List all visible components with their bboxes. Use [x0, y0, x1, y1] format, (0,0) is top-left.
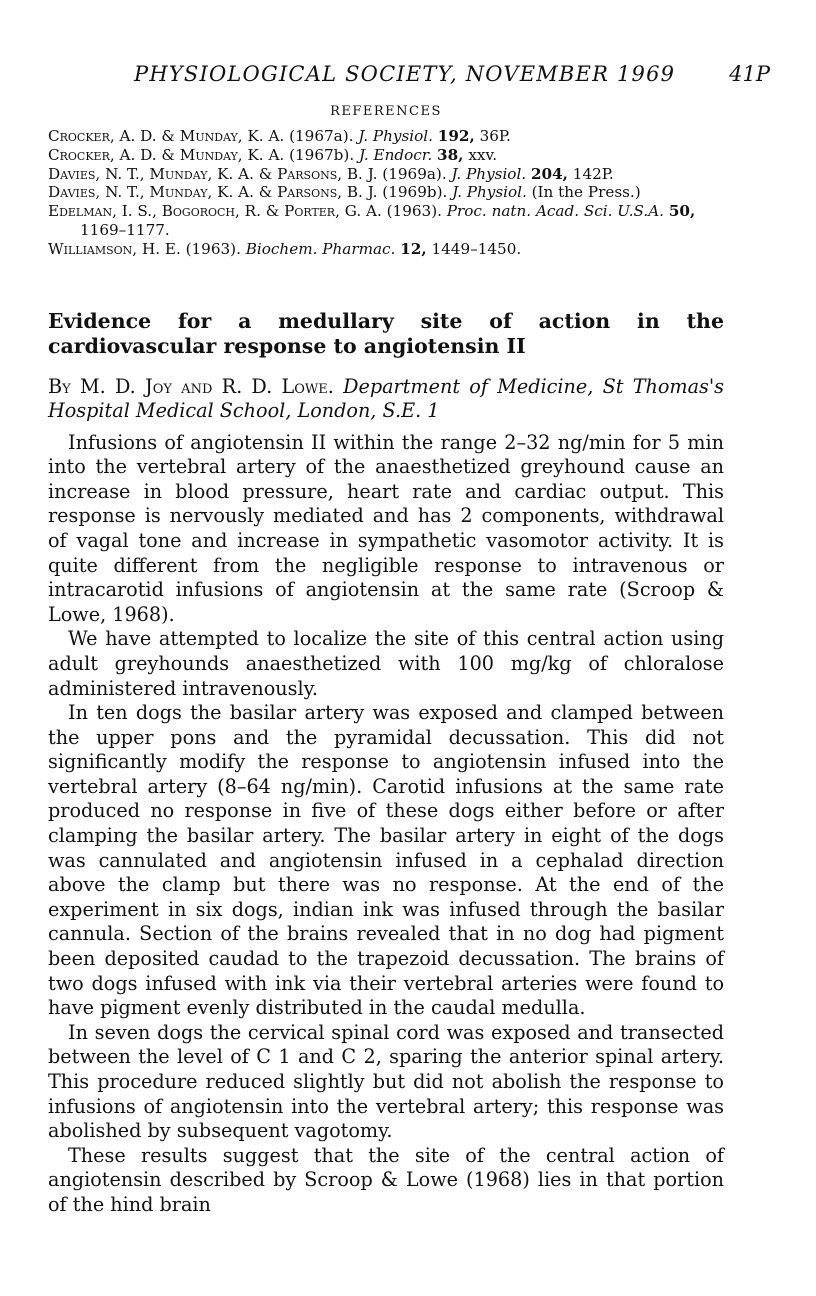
reference-item: Edelman, I. S., Bogoroch, R. & Porter, G. A. (1963). Proc. natn. Acad. Sci. U.S.A. 50, 1169–1177. [48, 202, 696, 239]
page-header [48, 62, 770, 98]
article-body [48, 431, 724, 1218]
affiliation: Department of Medicine, St Thomas's Hospital Medical School, London, S.E. 1 [48, 374, 724, 422]
references-heading: REFERENCES [330, 104, 442, 119]
journal-page [48, 62, 770, 1218]
by-label: By [48, 374, 71, 398]
page-number: 41P [729, 62, 770, 86]
paragraph: We have attempted to localize the site of this central action using adult greyhounds anaesthetized with 100 mg/kg of chloralose administered intravenously. [48, 627, 724, 700]
paragraph: In ten dogs the basilar artery was exposed and clamped between the upper pons and the pyramidal decussation. This did not significantly modify the response to angiotensin infused into the vertebral artery (8–64 ng/min). Carotid infusions at the same rate produced no response in five of these dogs either before or after clamping the basilar artery. The basilar artery in eight of the dogs was cannulated and angiotensin infused in a cephalad direction above the clamp but there was no response. At the end of the experiment in six dogs, indian ink was infused through the basilar cannula. Section of the brains revealed that in no dog had pigment been deposited caudad to the trapezoid decussation. The brains of two dogs infused with ink via their vertebral arteries were found to have pigment evenly distributed in the caudal medulla. [48, 701, 724, 1020]
reference-item: Williamson, H. E. (1963). Biochem. Pharmac. 12, 1449–1450. [48, 239, 522, 258]
paragraph: In seven dogs the cervical spinal cord was exposed and transected between the level of C 1 and C 2, sparing the anterior spinal artery. This procedure reduced slightly but did not abolish the response to infusions of angiotensin into the vertebral artery; this response was abolished by subsequent vagotomy. [48, 1020, 724, 1143]
paragraph: These results suggest that the site of the central action of angiotensin described by Scroop & Lowe (1968) lies in that portion of the hind brain [48, 1143, 724, 1216]
reference-item: Crocker, A. D. & Munday, K. A. (1967b). J. Endocr. 38, xxv. [48, 145, 498, 164]
article-authors: M. D. Joy and R. D. Lowe. [79, 374, 334, 398]
byline [48, 375, 724, 423]
running-title: PHYSIOLOGICAL SOCIETY, NOVEMBER 1969 [134, 62, 676, 86]
reference-item: Davies, N. T., Munday, K. A. & Parsons, B. J. (1969a). J. Physiol. 204, 142P. [48, 164, 614, 183]
article-title: Evidence for a medullary site of action in the cardiovascular response to angiotensin II [48, 308, 724, 358]
references-list [48, 127, 724, 259]
reference-item: Davies, N. T., Munday, K. A. & Parsons, B. J. (1969b). J. Physiol. (In the Press.) [48, 183, 641, 202]
reference-item: Crocker, A. D. & Munday, K. A. (1967a). J. Physiol. 192, 36P. [48, 127, 511, 145]
paragraph: Infusions of angiotensin II within the range 2–32 ng/min for 5 min into the vertebral artery of the anaesthetized greyhound cause an increase in blood pressure, heart rate and cardiac output. This response is nervously mediated and has 2 components, withdrawal of vagal tone and increase in sympathetic vasomotor activity. It is quite different from the negligible response to intravenous or intracarotid infusions of angiotensin at the same rate (Scroop & Lowe, 1968). [48, 430, 724, 626]
